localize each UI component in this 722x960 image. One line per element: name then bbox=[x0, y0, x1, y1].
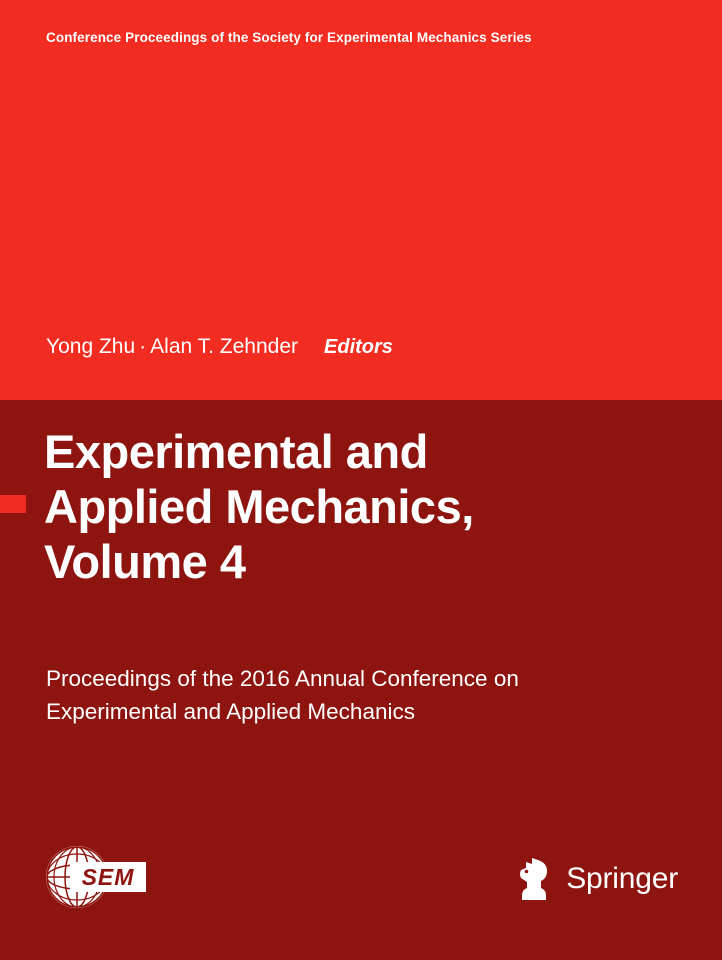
sem-logo bbox=[46, 846, 146, 908]
page-title bbox=[44, 424, 664, 589]
title-line-3: Volume 4 bbox=[44, 535, 246, 588]
title-line-2: Applied Mechanics, bbox=[44, 480, 474, 533]
publisher-logo bbox=[514, 856, 678, 902]
subtitle-line-2: Experimental and Applied Mechanics bbox=[46, 699, 415, 724]
subtitle-line-1: Proceedings of the 2016 Annual Conference on bbox=[46, 666, 519, 691]
editor-name-2: Alan T. Zehnder bbox=[150, 335, 299, 358]
editor-name-1: Yong Zhu bbox=[46, 335, 136, 358]
left-stripe-segment-accent bbox=[0, 495, 26, 513]
springer-wordmark: Springer bbox=[566, 862, 678, 895]
editors-role-label: Editors bbox=[324, 336, 393, 358]
sem-logo-text: SEM bbox=[70, 862, 146, 892]
springer-knight-icon bbox=[514, 856, 554, 902]
editors-line bbox=[46, 333, 393, 361]
left-stripe-segment-middle bbox=[0, 400, 26, 495]
left-stripe-segment-top bbox=[0, 300, 26, 400]
title-line-1: Experimental and bbox=[44, 425, 428, 478]
page-subtitle bbox=[46, 662, 646, 728]
series-title: Conference Proceedings of the Society for Experimental Mechanics Series bbox=[46, 30, 532, 45]
editor-separator: · bbox=[139, 335, 147, 358]
